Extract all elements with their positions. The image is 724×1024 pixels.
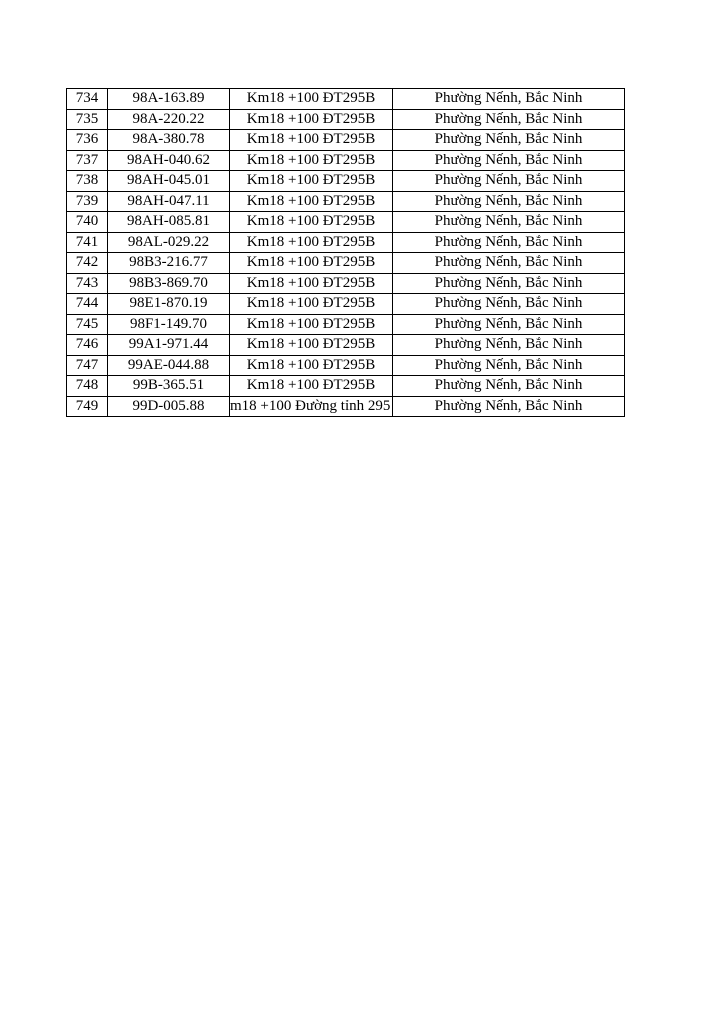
location-text: Km18 +100 ĐT295B (246, 356, 376, 373)
table-row (67, 273, 625, 294)
license-plate-cell: 98A-220.22 (108, 109, 230, 130)
license-plate-cell: 98A-380.78 (108, 130, 230, 151)
license-plate-cell: 98E1-870.19 (108, 294, 230, 315)
location-text: Km18 +100 ĐT295B (246, 254, 376, 271)
location-text: Km18 +100 ĐT295B (246, 131, 376, 148)
location-cell (230, 130, 393, 151)
ward-cell: Phường Nếnh, Bắc Ninh (393, 294, 625, 315)
row-number-cell: 734 (67, 89, 108, 110)
row-number-cell: 738 (67, 171, 108, 192)
row-number-cell: 735 (67, 109, 108, 130)
location-cell (230, 314, 393, 335)
license-plate-cell: 99B-365.51 (108, 376, 230, 397)
location-cell (230, 253, 393, 274)
row-number-cell: 749 (67, 396, 108, 417)
ward-cell: Phường Nếnh, Bắc Ninh (393, 396, 625, 417)
location-text: Km18 +100 ĐT295B (246, 172, 376, 189)
ward-cell: Phường Nếnh, Bắc Ninh (393, 109, 625, 130)
license-plate-cell: 98AH-047.11 (108, 191, 230, 212)
location-cell (230, 376, 393, 397)
row-number-cell: 748 (67, 376, 108, 397)
location-cell (230, 294, 393, 315)
row-number-cell: 747 (67, 355, 108, 376)
location-text: Km18 +100 ĐT295B (246, 315, 376, 332)
location-cell (230, 191, 393, 212)
row-number-cell: 736 (67, 130, 108, 151)
ward-cell: Phường Nếnh, Bắc Ninh (393, 89, 625, 110)
row-number-cell: 739 (67, 191, 108, 212)
row-number-cell: 742 (67, 253, 108, 274)
license-plate-cell: 98AL-029.22 (108, 232, 230, 253)
row-number-cell: 743 (67, 273, 108, 294)
license-plate-cell: 99D-005.88 (108, 396, 230, 417)
location-cell (230, 109, 393, 130)
table-row (67, 150, 625, 171)
ward-cell: Phường Nếnh, Bắc Ninh (393, 191, 625, 212)
row-number-cell: 746 (67, 335, 108, 356)
ward-cell: Phường Nếnh, Bắc Ninh (393, 355, 625, 376)
ward-cell: Phường Nếnh, Bắc Ninh (393, 253, 625, 274)
ward-cell: Phường Nếnh, Bắc Ninh (393, 232, 625, 253)
location-text: Km18 +100 ĐT295B (246, 274, 376, 291)
violations-table (66, 88, 625, 417)
ward-cell: Phường Nếnh, Bắc Ninh (393, 314, 625, 335)
table-row (67, 335, 625, 356)
table-row (67, 171, 625, 192)
table-row (67, 89, 625, 110)
location-text: Km18 +100 ĐT295B (246, 213, 376, 230)
row-number-cell: 741 (67, 232, 108, 253)
row-number-cell: 740 (67, 212, 108, 233)
license-plate-cell: 98F1-149.70 (108, 314, 230, 335)
ward-cell: Phường Nếnh, Bắc Ninh (393, 212, 625, 233)
table-row (67, 253, 625, 274)
location-text: Km18 +100 ĐT295B (246, 377, 376, 394)
ward-cell: Phường Nếnh, Bắc Ninh (393, 150, 625, 171)
location-cell (230, 355, 393, 376)
license-plate-cell: 98AH-040.62 (108, 150, 230, 171)
table-row (67, 376, 625, 397)
license-plate-cell: 98B3-869.70 (108, 273, 230, 294)
location-cell (230, 212, 393, 233)
location-text: Km18 +100 ĐT295B (246, 336, 376, 353)
table-body (67, 89, 625, 417)
ward-cell: Phường Nếnh, Bắc Ninh (393, 171, 625, 192)
ward-cell: Phường Nếnh, Bắc Ninh (393, 273, 625, 294)
table-row (67, 191, 625, 212)
location-text: Km18 +100 ĐT295B (246, 295, 376, 312)
location-cell (230, 232, 393, 253)
row-number-cell: 744 (67, 294, 108, 315)
ward-cell: Phường Nếnh, Bắc Ninh (393, 376, 625, 397)
row-number-cell: 737 (67, 150, 108, 171)
table-row (67, 396, 625, 417)
location-text: Km18 +100 ĐT295B (246, 151, 376, 168)
license-plate-cell: 98B3-216.77 (108, 253, 230, 274)
ward-cell: Phường Nếnh, Bắc Ninh (393, 130, 625, 151)
location-text: Km18 +100 ĐT295B (246, 110, 376, 127)
location-cell (230, 335, 393, 356)
table-row (67, 294, 625, 315)
table-row (67, 130, 625, 151)
license-plate-cell: 98AH-085.81 (108, 212, 230, 233)
table-row (67, 109, 625, 130)
location-text: Km18 +100 ĐT295B (246, 90, 376, 107)
row-number-cell: 745 (67, 314, 108, 335)
table-row (67, 355, 625, 376)
location-cell (230, 396, 393, 417)
location-cell (230, 150, 393, 171)
location-text: Km18 +100 ĐT295B (246, 192, 376, 209)
table-row (67, 212, 625, 233)
license-plate-cell: 99AE-044.88 (108, 355, 230, 376)
location-cell (230, 171, 393, 192)
location-cell (230, 89, 393, 110)
location-text: m18 +100 Đường tỉnh 295 (230, 397, 391, 414)
location-cell (230, 273, 393, 294)
location-text: Km18 +100 ĐT295B (246, 233, 376, 250)
table-row (67, 232, 625, 253)
license-plate-cell: 98A-163.89 (108, 89, 230, 110)
ward-cell: Phường Nếnh, Bắc Ninh (393, 335, 625, 356)
license-plate-cell: 98AH-045.01 (108, 171, 230, 192)
table-row (67, 314, 625, 335)
license-plate-cell: 99A1-971.44 (108, 335, 230, 356)
